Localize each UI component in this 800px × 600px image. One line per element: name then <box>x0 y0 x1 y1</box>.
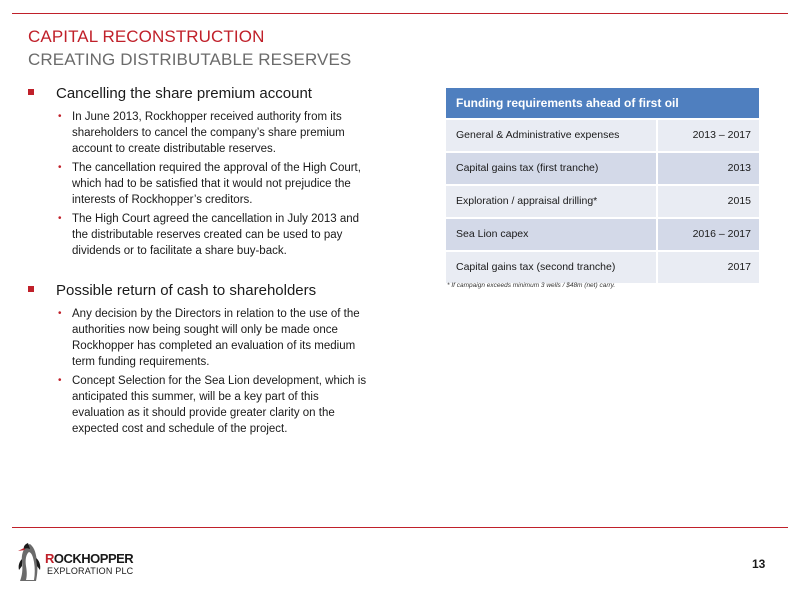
bullet-dot-icon: • <box>58 375 62 386</box>
table-cell-item: Capital gains tax (first tranche) <box>446 153 658 184</box>
table-cell-item: Capital gains tax (second tranche) <box>446 252 658 283</box>
bullet-dot-icon: • <box>58 213 62 224</box>
page-title: CAPITAL RECONSTRUCTION <box>28 27 265 46</box>
table-cell-item: General & Administrative expenses <box>446 120 658 151</box>
table-row <box>446 118 759 151</box>
page-subtitle: CREATING DISTRIBUTABLE RESERVES <box>28 50 352 69</box>
bullet-text: The cancellation required the approval of the High Court, which had to be satisfied that it would not prejudice the interests of Rockhopper’s creditors. <box>72 162 361 206</box>
logo-wordmark-rest: OCKHOPPER <box>53 551 134 566</box>
table-cell-item: Exploration / appraisal drilling* <box>446 186 658 217</box>
table-cell-timing: 2015 <box>727 195 751 207</box>
list-item <box>58 160 373 208</box>
table-cell-timing: 2013 – 2017 <box>692 129 751 141</box>
table-row <box>446 217 759 250</box>
bullet-dot-icon: • <box>58 111 62 122</box>
square-bullet-icon <box>28 286 34 292</box>
bullet-text: Concept Selection for the Sea Lion development, which is anticipated this summer, will be a key part of this evaluation as it should provide greater clarity on the expected cost and schedule of the project. <box>72 375 367 435</box>
funding-table <box>445 87 760 284</box>
logo-subtitle: EXPLORATION PLC <box>47 566 134 576</box>
content-column <box>28 84 373 459</box>
page-number: 13 <box>752 557 766 571</box>
bullet-list <box>28 306 373 437</box>
bullet-list <box>28 109 373 259</box>
section-heading-text: Possible return of cash to shareholders <box>56 282 317 299</box>
table-row <box>446 151 759 184</box>
table-header: Funding requirements ahead of first oil <box>446 88 759 118</box>
table-row <box>446 184 759 217</box>
list-item <box>58 109 373 157</box>
top-rule <box>12 13 788 14</box>
bullet-text: In June 2013, Rockhopper received authority from its shareholders to cancel the company’s share premium account to create distributable reserves. <box>72 111 345 155</box>
section-share-premium <box>28 84 373 259</box>
square-bullet-icon <box>28 89 34 95</box>
section-heading <box>28 84 373 103</box>
table-cell-timing: 2016 – 2017 <box>692 228 751 240</box>
table-body <box>446 118 759 283</box>
table-cell-timing: 2013 <box>727 162 751 174</box>
logo-wordmark <box>45 551 133 566</box>
bottom-rule <box>12 527 788 528</box>
section-heading-text: Cancelling the share premium account <box>56 85 312 102</box>
table-cell-item: Sea Lion capex <box>446 219 658 250</box>
section-heading <box>28 281 373 300</box>
table-cell-timing: 2017 <box>727 261 751 273</box>
list-item <box>58 211 373 259</box>
bullet-dot-icon: • <box>58 162 62 173</box>
logo-wordmark-initial: R <box>45 551 54 566</box>
bullet-dot-icon: • <box>58 308 62 319</box>
table-row <box>446 250 759 283</box>
table-footnote: * If campaign exceeds minimum 3 wells / $48m (net) carry. <box>447 282 616 289</box>
bullet-text: The High Court agreed the cancellation in July 2013 and the distributable reserves created can be used to pay dividends or to facilitate a share buy-back. <box>72 213 360 257</box>
list-item <box>58 373 373 437</box>
section-return-cash <box>28 281 373 437</box>
bullet-text: Any decision by the Directors in relation to the use of the authorities now being sought will only be made once Rockhopper has completed an evaluation of its medium term funding requirements. <box>72 308 360 368</box>
list-item <box>58 306 373 370</box>
